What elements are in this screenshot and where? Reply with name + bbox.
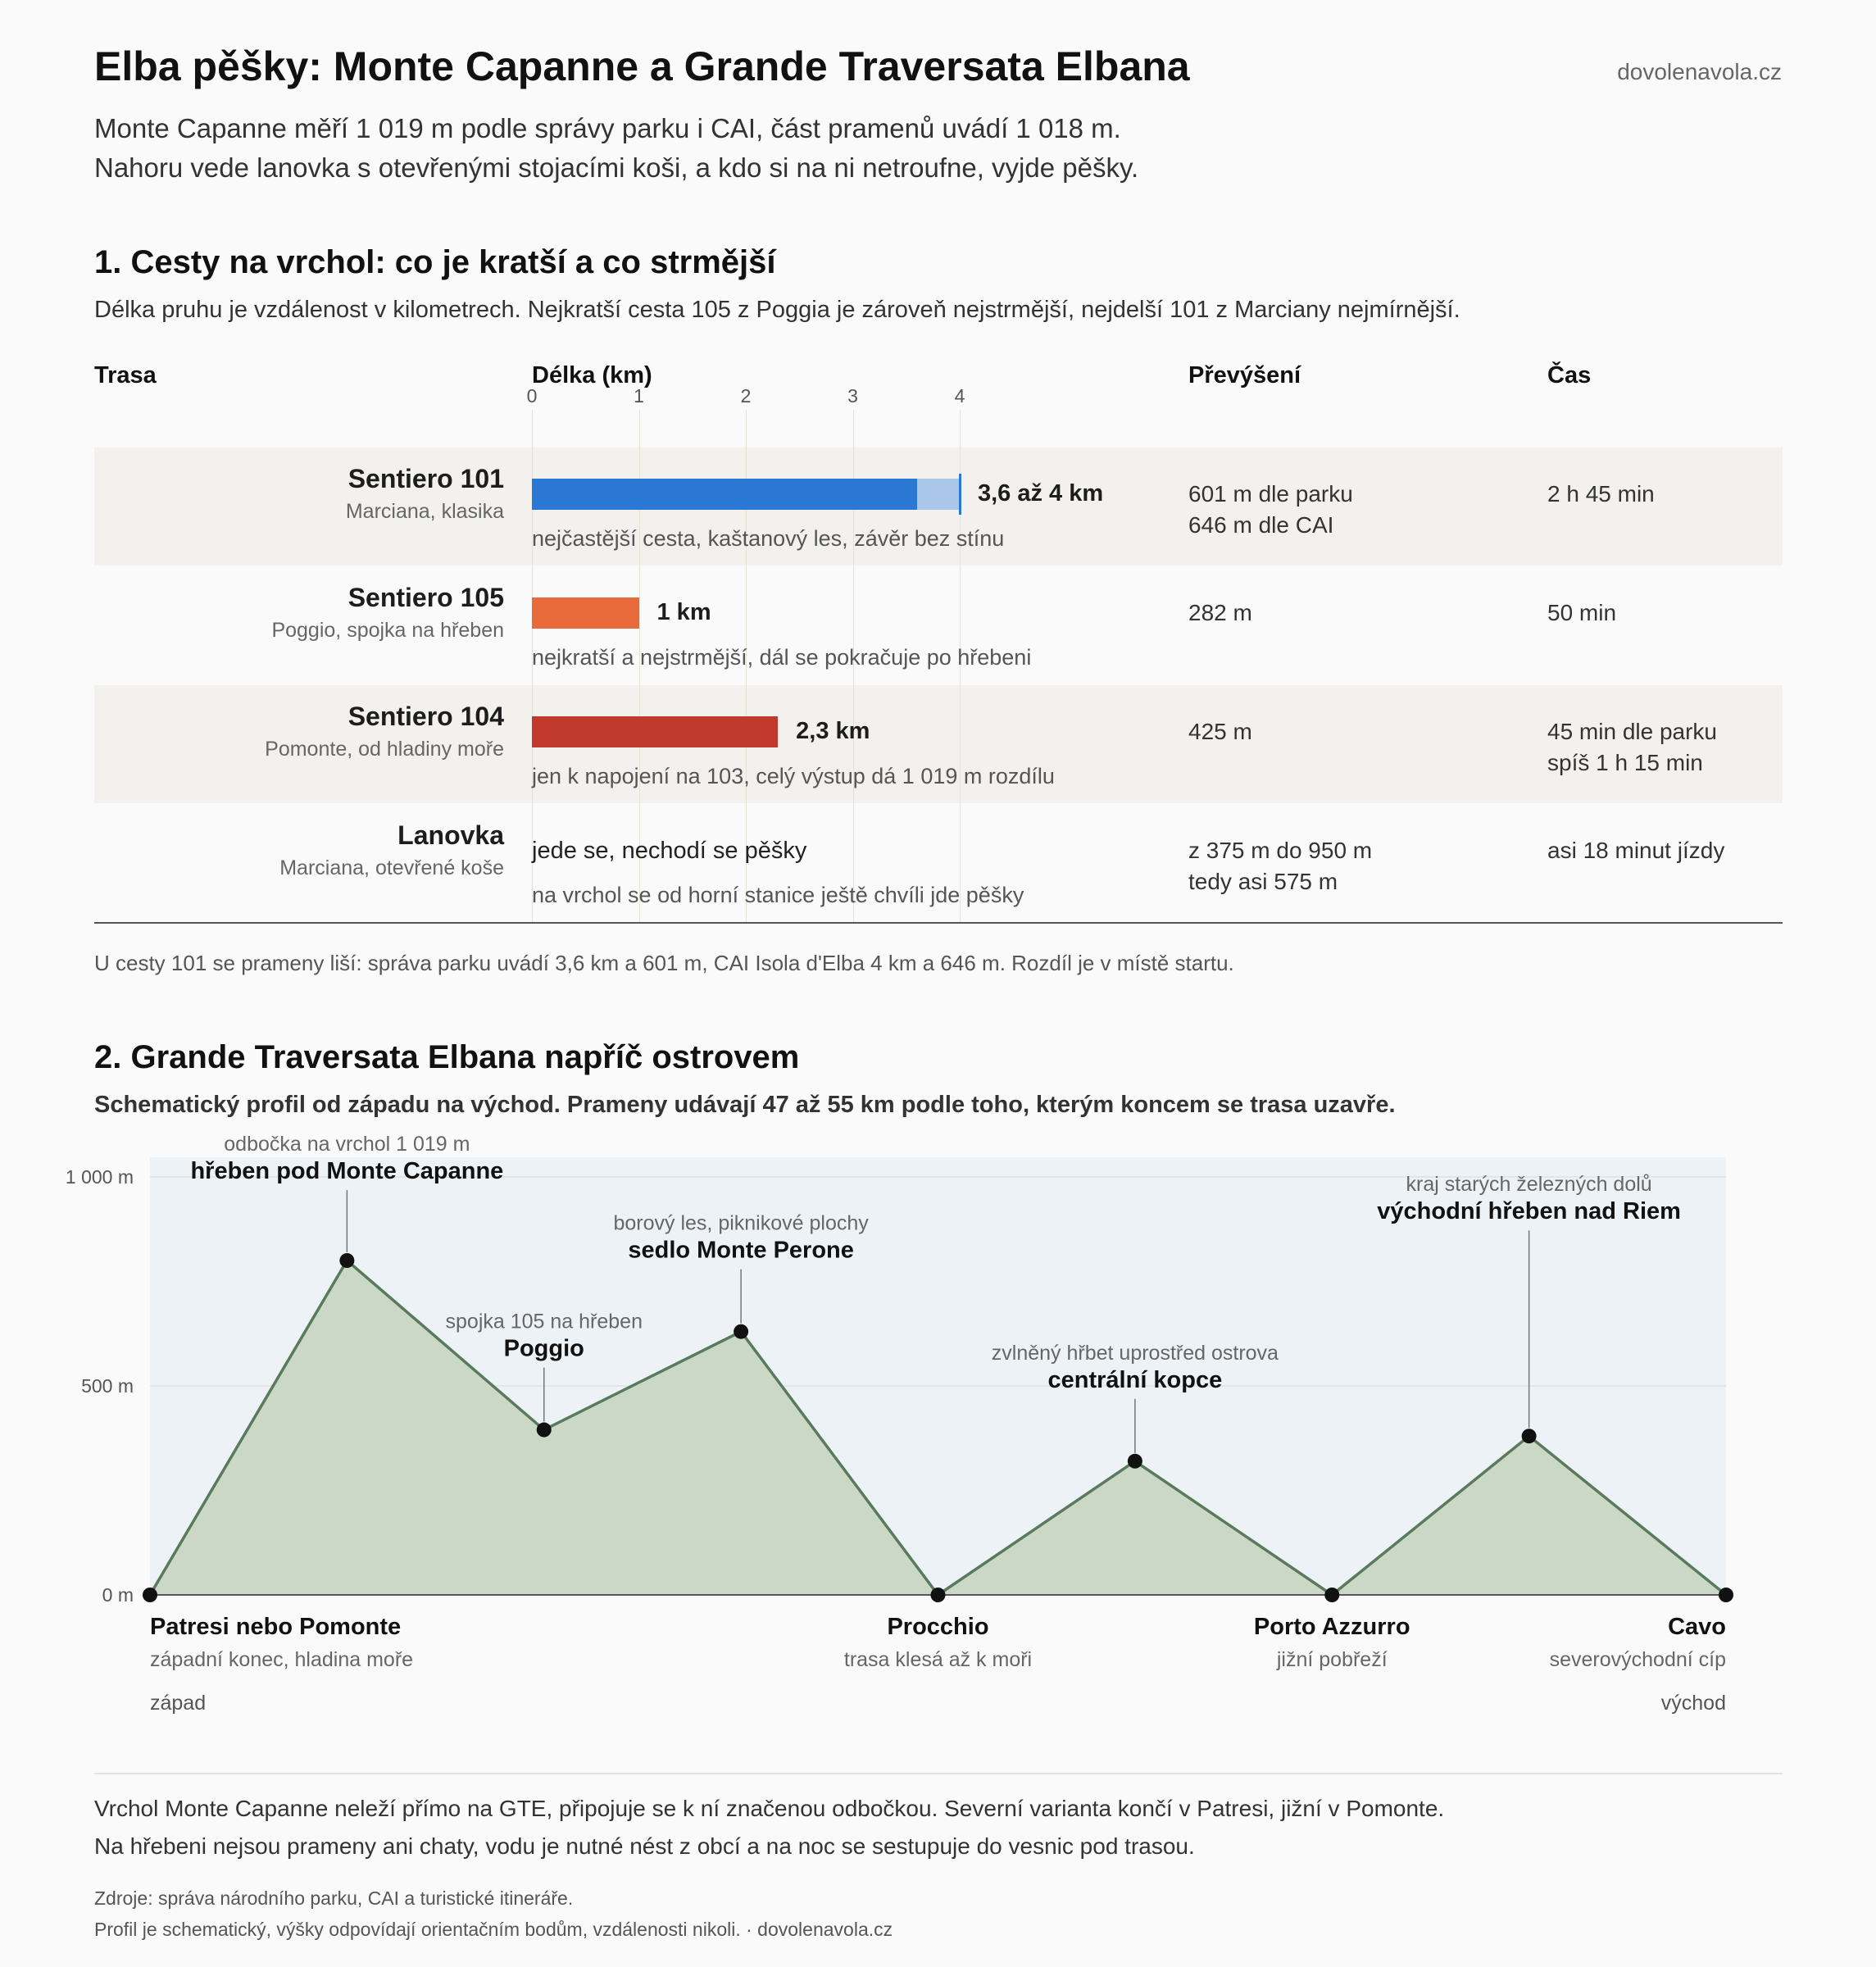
profile-point <box>1324 1588 1339 1602</box>
route-subtitle: Marciana, klasika <box>345 500 504 523</box>
x-tick-label: 4 <box>954 385 965 407</box>
bar-value-label: 1 km <box>656 599 711 625</box>
direction-east: východ <box>1660 1692 1726 1715</box>
bar <box>532 479 917 510</box>
y-tick-label: 500 m <box>81 1375 134 1397</box>
bar-note: nejčastější cesta, kaštanový les, závěr bez stínu <box>532 526 1005 551</box>
ground-label: Cavo <box>1668 1614 1726 1640</box>
annotation-note: zvlněný hřbet uprostřed ostrova <box>991 1341 1279 1365</box>
annotation-label: centrální kopce <box>1047 1366 1223 1393</box>
col-header-route: Trasa <box>94 362 157 388</box>
route-name: Sentiero 101 <box>347 464 504 493</box>
ground-note: trasa klesá až k moři <box>843 1648 1033 1671</box>
ground-label: Patresi nebo Pomonte <box>150 1614 402 1640</box>
route-subtitle: Pomonte, od hladiny moře <box>265 738 504 761</box>
elevation-profile-chart <box>0 1131 1876 1738</box>
footer-divider <box>94 1773 1783 1774</box>
section-2-title: 2. Grande Traversata Elbana napříč ostrovem <box>94 1039 800 1075</box>
annotation-label: hřeben pod Monte Capanne <box>190 1158 504 1184</box>
profile-point <box>1522 1429 1537 1443</box>
annotation-note: borový les, piknikové plochy <box>613 1211 869 1235</box>
x-tick-label: 0 <box>526 385 538 407</box>
section-2-subtitle: Schematický profil od západu na východ. Prameny udávají 47 až 55 km podle toho, kterým koncem se trasa uzavře. <box>94 1092 1396 1118</box>
ground-label: Procchio <box>887 1614 989 1640</box>
ground-label: Porto Azzurro <box>1253 1614 1410 1640</box>
table-bottom-rule <box>94 922 1783 924</box>
climb-value: 282 m <box>1188 600 1252 625</box>
bar-note: jen k napojení na 103, celý výstup dá 1 019 m rozdílu <box>532 764 1055 788</box>
bar <box>532 597 639 629</box>
time-value: asi 18 minut jízdy <box>1547 838 1725 863</box>
annotation-note: odbočka na vrchol 1 019 m <box>224 1133 470 1156</box>
route-subtitle: Poggio, spojka na hřeben <box>271 619 504 642</box>
footer-line-2: Na hřebeni nejsou prameny ani chaty, vodu je nutné nést z obcí a na noc se sestupuje do vesnic pod trasou. <box>94 1833 1195 1859</box>
x-tick-label: 1 <box>634 385 644 407</box>
col-header-climb: Převýšení <box>1188 362 1301 388</box>
profile-point <box>339 1253 354 1268</box>
bar-value-label: 2,3 km <box>796 718 870 744</box>
bar-range-end <box>959 474 961 515</box>
bar-value-label: 3,6 až 4 km <box>978 480 1104 507</box>
col-header-time: Čas <box>1547 362 1592 388</box>
climb-value: 601 m dle parku <box>1188 481 1353 507</box>
page-title: Elba pěšky: Monte Capanne a Grande Traversata Elbana <box>94 43 1190 89</box>
time-value: 2 h 45 min <box>1547 481 1655 507</box>
bar-note: na vrchol se od horní stanice ještě chvíli jde pěšky <box>532 883 1024 907</box>
annotation-note: kraj starých železných dolů <box>1406 1173 1652 1197</box>
climb-value: 425 m <box>1188 719 1252 744</box>
profile-point <box>537 1423 552 1438</box>
ground-note: jižní pobřeží <box>1276 1648 1388 1671</box>
bar-note: nejkratší a nejstrmější, dál se pokračuje po hřebeni <box>532 645 1032 670</box>
climb-value-alt: tedy asi 575 m <box>1188 869 1338 894</box>
annotation-label: Poggio <box>503 1335 584 1362</box>
intro-line-2: Nahoru vede lanovka s otevřenými stojacími koši, a kdo si na ni netroufne, vyjde pěšky. <box>94 152 1139 183</box>
ground-note: západní konec, hladina moře <box>150 1648 414 1671</box>
time-value: 45 min dle parku <box>1547 719 1718 744</box>
climb-value: z 375 m do 950 m <box>1188 838 1373 863</box>
route-name: Sentiero 104 <box>347 702 504 731</box>
time-value-alt: spíš 1 h 15 min <box>1547 750 1703 775</box>
annotation-label: sedlo Monte Perone <box>628 1237 854 1264</box>
section-1-note: U cesty 101 se prameny liší: správa parku uvádí 3,6 km a 601 m, CAI Isola d'Elba 4 km a 646 m. Rozdíl je v místě startu. <box>94 951 1234 975</box>
intro-line-1: Monte Capanne měří 1 019 m podle správy parku i CAI, část pramenů uvádí 1 018 m. <box>94 113 1121 143</box>
bar-text-label: jede se, nechodí se pěšky <box>532 838 807 864</box>
y-tick-label: 1 000 m <box>65 1166 134 1188</box>
time-value: 50 min <box>1547 600 1617 625</box>
col-header-length: Délka (km) <box>532 362 652 388</box>
profile-point <box>143 1588 157 1602</box>
bar <box>532 716 778 747</box>
y-tick-label: 0 m <box>102 1584 134 1606</box>
source-line-2: Profil je schematický, výšky odpovídají orientačním bodům, vzdálenosti nikoli. · dovolenavola.cz <box>94 1919 893 1940</box>
x-tick-label: 3 <box>847 385 858 407</box>
route-subtitle: Marciana, otevřené koše <box>279 856 504 879</box>
section-1-title: 1. Cesty na vrchol: co je kratší a co strmější <box>94 244 776 280</box>
profile-point <box>931 1588 946 1602</box>
site-name: dovolenavola.cz <box>1617 59 1782 84</box>
ground-note: severovýchodní cíp <box>1549 1648 1726 1671</box>
annotation-note: spojka 105 na hřeben <box>445 1310 643 1333</box>
section-1-subtitle: Délka pruhu je vzdálenost v kilometrech. Nejkratší cesta 105 z Poggia je zároveň nejstrmější, nejdelší 101 z Marciany nejmírnější. <box>94 297 1460 323</box>
annotation-label: východní hřeben nad Riem <box>1377 1198 1681 1225</box>
profile-point <box>734 1324 748 1339</box>
footer-line-1: Vrchol Monte Capanne neleží přímo na GTE, připojuje se k ní značenou odbočkou. Severní varianta končí v Patresi, jižní v Pomonte. <box>94 1796 1445 1821</box>
profile-point <box>1128 1454 1142 1469</box>
source-line-1: Zdroje: správa národního parku, CAI a turistické itineráře. <box>94 1888 574 1909</box>
profile-point <box>1719 1588 1733 1602</box>
climb-value-alt: 646 m dle CAI <box>1188 512 1334 538</box>
x-tick-label: 2 <box>740 385 752 407</box>
route-name: Lanovka <box>397 820 504 850</box>
route-name: Sentiero 105 <box>347 583 504 612</box>
direction-west: západ <box>150 1692 207 1715</box>
